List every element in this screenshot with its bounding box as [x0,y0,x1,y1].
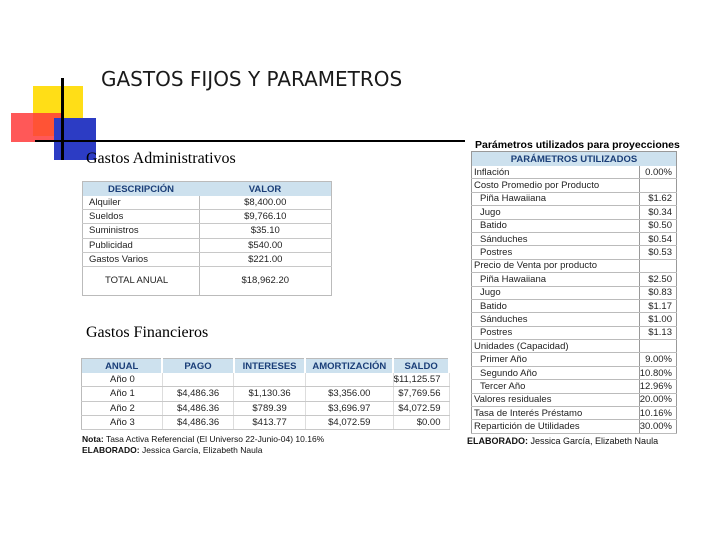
params-row [472,299,677,312]
finance-elab-label: ELABORADO: [82,445,140,455]
params-label: Batido [472,299,640,312]
params-label: Sánduches [472,313,640,326]
finance-cell: $11,125.57 [393,373,449,387]
admin-header-desc: DESCRIPCIÓN [83,182,200,197]
admin-desc: Gastos Varios [83,252,200,266]
params-row [472,340,677,353]
params-row [472,232,677,245]
params-label: Precio de Venta por producto [472,259,640,272]
params-value: 10.16% [639,407,676,420]
params-header: PARÁMETROS UTILIZADOS [472,152,677,167]
finance-cell: $3,696.97 [305,401,393,415]
params-value: 12.96% [639,380,676,393]
decor-horizontal-line [35,140,465,142]
finance-header-anual: ANUAL [82,359,163,374]
admin-heading: Gastos Administrativos [86,150,236,167]
finance-cell: $0.00 [393,415,449,429]
finance-table [81,358,450,430]
params-label: Piña Hawaiiana [472,192,640,205]
finance-elaborado [82,445,262,455]
params-value [639,340,676,353]
finance-cell: Año 0 [82,373,163,387]
finance-note [82,434,324,444]
admin-total-value: $18,962.20 [241,275,290,287]
admin-total-label: TOTAL ANUAL [83,266,200,295]
finance-cell: Año 1 [82,387,163,401]
params-row [472,420,677,433]
params-row [472,286,677,299]
finance-cell: Año 2 [82,401,163,415]
admin-desc: Publicidad [83,238,200,252]
params-label: Unidades (Capacidad) [472,340,640,353]
params-label: Segundo Año [472,366,640,379]
admin-value: $35.10 [199,224,332,238]
params-label: Postres [472,246,640,259]
params-row [472,380,677,393]
finance-cell: $4,072.59 [393,401,449,415]
slide-title: GASTOS FIJOS Y PARAMETROS [101,67,403,91]
params-value: $0.54 [639,232,676,245]
finance-note-label: Nota: [82,434,104,444]
finance-elab-text: Jessica García, Elizabeth Naula [141,445,263,455]
params-value: $1.62 [639,192,676,205]
finance-header-saldo: SALDO [393,359,449,374]
params-value: $0.53 [639,246,676,259]
params-row [472,246,677,259]
params-row [472,407,677,420]
admin-value: $8,400.00 [199,196,332,210]
admin-row [83,210,332,224]
params-label: Postres [472,326,640,339]
finance-row [82,373,450,387]
params-elaborado [467,436,658,446]
params-value: 9.00% [639,353,676,366]
admin-desc: Alquiler [83,196,200,210]
params-row [472,393,677,406]
params-value [639,259,676,272]
finance-cell: Año 3 [82,415,163,429]
params-value: 0.00% [639,166,676,179]
finance-cell [162,373,233,387]
params-elab-label: ELABORADO: [467,436,528,446]
finance-cell: $7,769.56 [393,387,449,401]
admin-desc: Suministros [83,224,200,238]
finance-cell: $4,486.36 [162,387,233,401]
params-elab-text: Jessica García, Elizabeth Naula [530,436,659,446]
params-label: Tasa de Interés Préstamo [472,407,640,420]
admin-value: $540.00 [199,238,332,252]
params-row [472,206,677,219]
params-row [472,326,677,339]
admin-row [83,196,332,210]
admin-header-value: VALOR [199,182,332,197]
admin-row [83,252,332,266]
params-value: 20.00% [639,393,676,406]
params-label: Valores residuales [472,393,640,406]
params-label: Primer Año [472,353,640,366]
finance-row [82,401,450,415]
finance-header-intereses: INTERESES [234,359,306,374]
finance-cell [234,373,306,387]
admin-row [83,238,332,252]
params-row [472,166,677,179]
admin-row [83,224,332,238]
params-row [472,179,677,192]
params-value: $0.83 [639,286,676,299]
params-label: Sánduches [472,232,640,245]
finance-cell [305,373,393,387]
admin-total-row [83,266,332,295]
params-label: Tercer Año [472,380,640,393]
finance-header-pago: PAGO [162,359,233,374]
admin-value: $9,766.10 [199,210,332,224]
params-label: Batido [472,219,640,232]
params-label: Costo Promedio por Producto [472,179,640,192]
params-label: Jugo [472,286,640,299]
params-value: $1.13 [639,326,676,339]
params-value: $1.17 [639,299,676,312]
params-row [472,192,677,205]
params-value: 10.80% [639,366,676,379]
params-value: 30.00% [639,420,676,433]
params-label: Inflación [472,166,640,179]
params-row [472,353,677,366]
params-label: Repartición de Utilidades [472,420,640,433]
finance-cell: $4,486.36 [162,415,233,429]
params-row [472,273,677,286]
decor-vertical-line [61,78,64,160]
finance-cell: $4,486.36 [162,401,233,415]
params-label: Piña Hawaiiana [472,273,640,286]
params-value: $0.34 [639,206,676,219]
finance-heading: Gastos Financieros [86,324,209,341]
params-label: Jugo [472,206,640,219]
finance-cell: $413.77 [234,415,306,429]
params-row [472,219,677,232]
finance-row [82,415,450,429]
params-value: $1.00 [639,313,676,326]
admin-table [82,181,332,296]
params-value: $0.50 [639,219,676,232]
params-title: Parámetros utilizados para proyecciones [475,139,680,151]
finance-cell: $3,356.00 [305,387,393,401]
params-row [472,366,677,379]
finance-note-text: Tasa Activa Referencial (El Universo 22-Junio-04) 10.16% [105,434,325,444]
finance-cell: $4,072.59 [305,415,393,429]
finance-header-amortizacion: AMORTIZACIÓN [305,359,393,374]
finance-row [82,387,450,401]
params-value [639,179,676,192]
admin-desc: Sueldos [83,210,200,224]
params-row [472,259,677,272]
params-value: $2.50 [639,273,676,286]
admin-value: $221.00 [199,252,332,266]
finance-cell: $789.39 [234,401,306,415]
params-row [472,313,677,326]
finance-cell: $1,130.36 [234,387,306,401]
params-table [471,151,677,434]
